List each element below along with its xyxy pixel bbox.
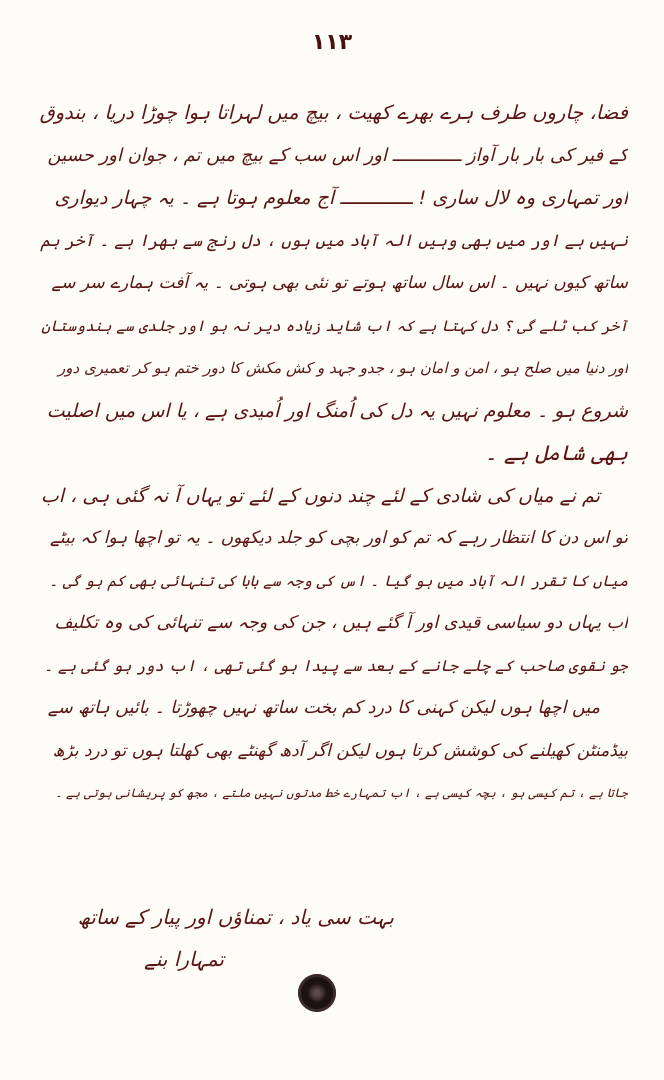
text-line: اور دنیا میں صلح ہو ، امن و امان ہو ، جدو جہد و کش مکش کا دور ختم ہو کر تعمیری دور <box>58 359 628 377</box>
text-line: جاتا ہے ، تم کیسی ہو ، بچہ کیسی ہے ، اب تمہارے خط مدتوں نہیں ملتے ، مجھ کو پریشانی ہوتی ہے ۔ <box>55 786 628 800</box>
text-line: نہیں ہے اور میں بھی وہیں الہ آباد میں ہوں ، دل رنج سے بھرا ہے ۔ آخر ہم <box>40 230 628 250</box>
text-line: میں اچھا ہوں لیکن کہنی کا درد کم بخت ساتھ نہیں چھوڑتا ۔ بائیں ہاتھ سے <box>47 698 600 718</box>
ornament-icon <box>298 974 336 1012</box>
letter-body <box>40 92 628 815</box>
closing-line: بہت سی یاد ، تمناؤں اور پیار کے ساتھ <box>77 905 394 929</box>
text-line: ساتھ کیوں نہیں ۔ اس سال ساتھ ہوتے تو نئی بھی ہوتی ۔ یہ آفت ہمارے سر سے <box>51 273 628 293</box>
text-line: تو اس دن کا انتظار رہے کہ تم کو اور بچی کو جلد دیکھوں ۔ یہ تو اچھا ہوا کہ بیٹے <box>49 528 628 548</box>
text-line: بھی شامل ہے ۔ <box>484 441 628 465</box>
text-line: اب یہاں دو سیاسی قیدی اور آ گئے ہیں ، جن کی وجہ سے تنہائی کی وہ تکلیف <box>54 613 628 633</box>
text-line: آخر کب ٹلے گی ؟ دل کہتا ہے کہ اب شاید زیادہ دیر نہ ہو اور جلدی سے ہندوستان <box>41 316 628 335</box>
text-line: فضا، چاروں طرف ہرے بھرے کھیت ، بیچ میں لہراتا ہوا چوڑا دریا ، بندوق <box>40 101 628 124</box>
text-line: بیڈمنٹن کھیلنے کی کوشش کرتا ہوں لیکن اگر آدھ گھنٹے بھی کھلتا ہوں تو درد بڑھ <box>52 740 628 761</box>
text-line: کے فیر کی بار بار آواز ـــــــــــــ اور اس سب کے بیچ میں تم ، جوان اور حسین <box>47 144 628 166</box>
text-line: جو نقوی صاحب کے چلے جانے کے بعد سے پیدا ہو گئی تھی ، اب دور ہو گئی ہے ۔ <box>43 656 628 675</box>
text-line: اور تمہاری وہ لال ساری ! ـــــــــــــ آج معلوم ہوتا ہے ۔ یہ چہار دیواری <box>54 187 628 209</box>
text-line: شروع ہو ۔ معلوم نہیں یہ دل کی اُمنگ اور اُمیدی ہے ، یا اس میں اصلیت <box>46 399 628 422</box>
signature: تمہارا بنے <box>144 947 224 971</box>
page-number: ١١٣ <box>311 30 353 55</box>
text-line: تم نے میاں کی شادی کے لئے چند دنوں کے لئے تو یہاں آ نہ گئی ہی ، اب <box>40 484 600 507</box>
text-line: میاں کا تقرر الہ آباد میں ہو گیا ۔ اس کی وجہ سے بابا کی تنہائی بھی کم ہو گی ۔ <box>49 571 628 590</box>
